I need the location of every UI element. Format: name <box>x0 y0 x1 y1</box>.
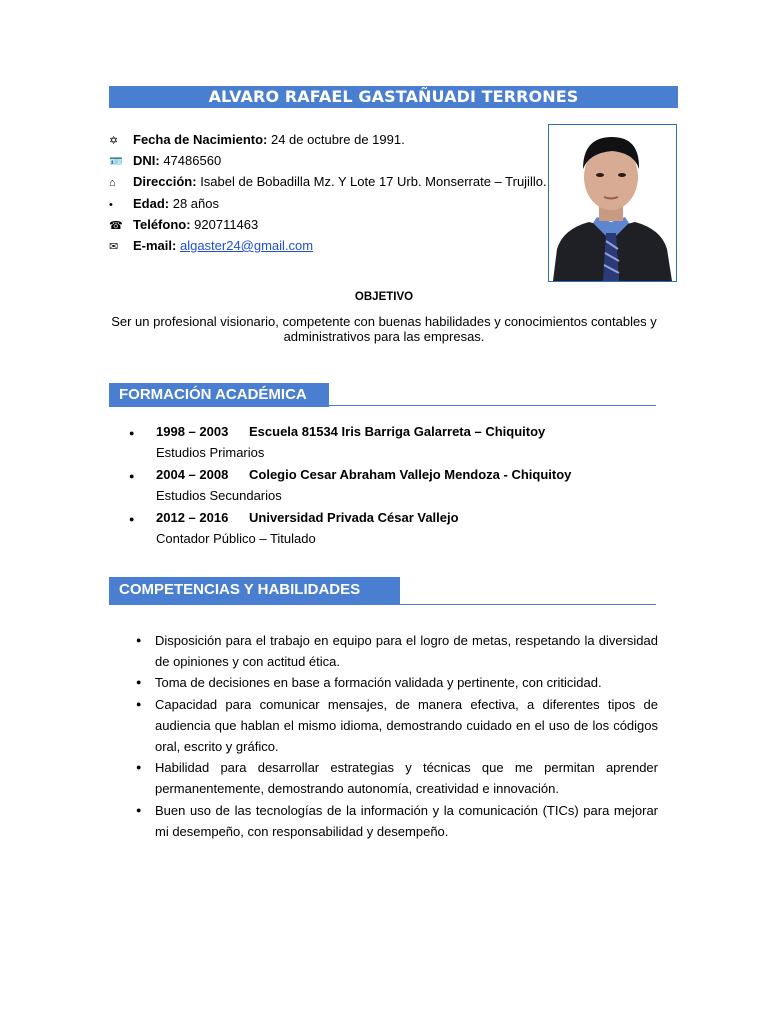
info-dni <box>109 150 547 171</box>
education-item <box>129 507 571 528</box>
bullet-icon: ● <box>136 762 142 773</box>
bullet-icon: ● <box>136 677 142 688</box>
info-value: Isabel de Bobadilla Mz. Y Lote 17 Urb. Monserrate – Trujillo. <box>196 174 547 190</box>
bullet-icon: ● <box>136 635 142 645</box>
star-of-david-icon: ✡ <box>109 135 119 147</box>
education-years: 1998 – 2003 <box>156 424 229 439</box>
house-icon: ⌂ <box>109 177 116 190</box>
education-institution: Colegio Cesar Abraham Vallejo Mendoza - Chiquitoy <box>249 466 572 482</box>
id-card-icon: 🪪 <box>109 156 123 169</box>
telephone-icon: ☎ <box>109 219 123 232</box>
info-birthdate <box>109 129 547 150</box>
bullet-icon: ● <box>129 513 135 524</box>
skill-item <box>132 757 658 799</box>
info-label: Dirección: <box>133 174 197 190</box>
info-age <box>109 193 547 214</box>
info-label: E-mail: <box>133 237 177 253</box>
info-phone <box>109 214 547 235</box>
skill-text: Toma de decisiones en base a formación validada y pertinente, con criticidad. <box>155 675 602 691</box>
education-divider <box>109 405 656 406</box>
education-list <box>129 421 571 549</box>
info-value: 920711463 <box>190 216 259 232</box>
info-label: Fecha de Nacimiento: <box>133 132 268 147</box>
email-link[interactable]: algaster24@gmail.com <box>179 237 314 253</box>
bullet-icon: ● <box>136 804 142 815</box>
info-email <box>109 235 547 256</box>
education-institution: Escuela 81534 Iris Barriga Galarreta – Chiquitoy <box>249 424 546 439</box>
info-label: Edad: <box>133 195 170 211</box>
education-years: 2004 – 2008 <box>156 466 229 482</box>
info-value: 47486560 <box>159 153 222 169</box>
education-detail: Estudios Secundarios <box>156 488 282 504</box>
education-item <box>129 464 571 485</box>
education-detail: Estudios Primarios <box>156 445 265 461</box>
education-item <box>129 421 571 442</box>
education-heading: FORMACIÓN ACADÉMICA <box>109 383 329 407</box>
skill-text: Buen uso de las tecnologías de la información y la comunicación (TICs) para mejorar mi desempeño, con responsabilidad y desempeño. <box>155 802 658 839</box>
info-address <box>109 171 547 192</box>
skills-heading: COMPETENCIAS Y HABILIDADES <box>109 577 400 604</box>
education-years: 2012 – 2016 <box>156 509 229 525</box>
education-institution: Universidad Privada César Vallejo <box>249 509 459 525</box>
bullet-icon: • <box>109 198 113 211</box>
education-detail: Contador Público – Titulado <box>156 530 316 546</box>
objective-text: Ser un profesional visionario, competente con buenas habilidades y conocimientos contables y administrativos para las empresas. <box>111 314 657 344</box>
bullet-icon: ● <box>136 698 142 709</box>
objective-title: OBJETIVO <box>354 291 414 303</box>
envelope-icon: ✉ <box>109 240 119 253</box>
bullet-icon: ● <box>129 428 135 438</box>
info-label: DNI: <box>133 153 160 169</box>
info-label: Teléfono: <box>133 216 191 232</box>
skills-list <box>132 630 658 842</box>
skill-item <box>132 630 658 672</box>
skill-text: Capacidad para comunicar mensajes, de manera efectiva, a diferentes tipos de audiencia que hablan el mismo idioma, demostrando cuidado en el uso de los códigos oral, escrito y gráfico. <box>155 696 658 755</box>
skill-text: Habilidad para desarrollar estrategias y técnicas que me permitan aprender permanentemente, demostrando autonomía, creatividad e innovación. <box>155 760 658 797</box>
skill-text: Disposición para el trabajo en equipo para el logro de metas, respetando la diversidad de opiniones y con actitud ética. <box>155 633 658 670</box>
portrait-image <box>549 125 676 281</box>
bullet-icon: ● <box>129 470 135 481</box>
personal-info <box>109 129 547 256</box>
profile-photo <box>548 124 677 282</box>
candidate-name: ALVARO RAFAEL GASTAÑUADI TERRONES <box>109 86 678 108</box>
skill-item <box>132 672 658 693</box>
info-value: 24 de octubre de 1991. <box>267 132 405 147</box>
skill-item <box>132 800 658 842</box>
skills-divider <box>109 604 656 605</box>
skill-item <box>132 694 658 758</box>
info-value: 28 años <box>169 195 219 211</box>
